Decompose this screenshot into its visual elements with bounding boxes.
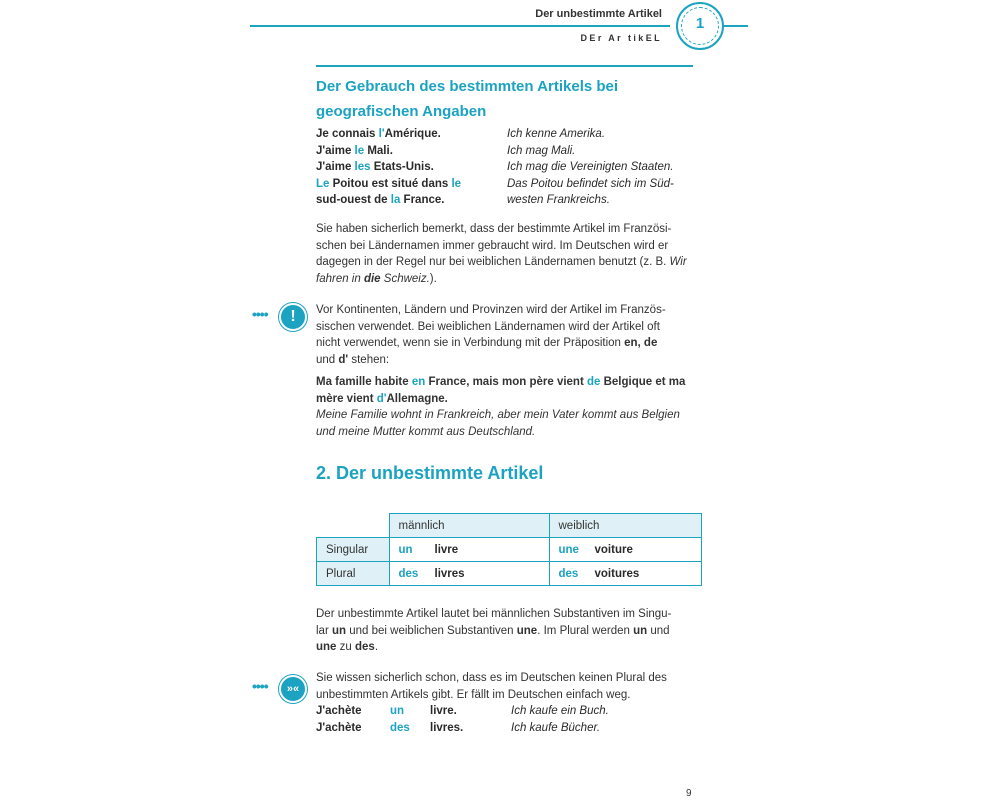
example-noun: livres.: [430, 721, 464, 734]
paragraph-line: sischen verwendet. Bei weiblichen Ländernamen wird der Artikel oft: [316, 320, 660, 333]
section-rule: [316, 65, 693, 67]
table-corner: [317, 514, 390, 538]
text-bold: un: [331, 624, 347, 637]
example-de: Ich kaufe ein Buch.: [511, 705, 609, 717]
paragraph-line: [316, 254, 696, 271]
example-de: Ich mag Mali.: [507, 144, 576, 157]
text-bold: des: [355, 641, 375, 653]
noun: livre: [434, 543, 459, 556]
example-de-line: Meine Familie wohnt in Frankreich, aber mein Vater kommt aus Belgien: [316, 409, 680, 421]
paragraph-line: [316, 335, 696, 352]
text: zu: [336, 641, 355, 653]
text: France, mais mon père vient: [425, 376, 587, 388]
example-fr-line: [316, 391, 696, 408]
paragraph-line: Vor Kontinenten, Ländern und Provinzen wird der Artikel im Französ-: [316, 304, 666, 316]
text: nicht verwendet, wenn sie in Verbindung mit der Präposition: [316, 337, 625, 349]
text: lar: [316, 624, 332, 637]
header-rule: [250, 25, 670, 27]
highlight: le: [354, 144, 365, 157]
paragraph-line: [316, 623, 696, 640]
running-title: Der unbestimmte Artikel: [535, 8, 662, 20]
table-header: männlich: [389, 514, 549, 538]
table-header: weiblich: [549, 514, 701, 538]
text-bold: d': [338, 353, 349, 366]
text: Mali.: [364, 144, 393, 157]
table-cell: [389, 562, 549, 586]
note-dots: ••••: [252, 306, 268, 322]
article: un: [398, 543, 413, 556]
table-row: [317, 538, 702, 562]
noun: voiture: [594, 543, 633, 556]
note-paragraph-2: [316, 670, 696, 703]
noun: voitures: [594, 567, 640, 580]
row-label: Plural: [317, 562, 390, 586]
highlight: l': [378, 128, 385, 140]
example-de: Ich mag die Vereinigten Staaten.: [507, 161, 674, 173]
article: une: [558, 543, 579, 556]
paragraph-line: [316, 352, 696, 369]
text: und: [647, 624, 670, 637]
table-header-row: [317, 514, 702, 538]
text: dagegen in der Regel nur bei weiblichen Ländernamen benutzt (z. B.: [316, 256, 670, 268]
text: ).: [429, 272, 437, 285]
paragraph-line: Der unbestimmte Artikel lautet bei männlichen Substantiven im Singu-: [316, 608, 672, 620]
text: Poitou est situé dans: [329, 177, 452, 190]
example-fr: [316, 143, 393, 160]
example-verb: J'achète: [316, 721, 362, 734]
page-number: 9: [686, 788, 692, 799]
example-fr: [316, 159, 434, 176]
table-cell: [549, 562, 701, 586]
text-bold: une: [516, 624, 538, 637]
text-bold: un: [633, 624, 648, 637]
example-fr: [316, 126, 441, 143]
section-title: Der Gebrauch des bestimmten Artikels bei geografischen Angaben: [316, 78, 619, 120]
example-de: Das Poitou befindet sich im Süd-: [507, 177, 674, 190]
highlight: les: [354, 161, 371, 173]
paragraph-line: [316, 639, 696, 656]
text: Je connais: [316, 128, 379, 140]
example-de-line: und meine Mutter kommt aus Deutschland.: [316, 425, 536, 438]
text-italic: Schweiz.: [380, 272, 430, 285]
text: sud-ouest de: [316, 194, 391, 206]
paragraph-line: Sie wissen sicherlich schon, dass es im Deutschen keinen Plural des: [316, 672, 667, 684]
exclamation-icon: !: [279, 303, 307, 331]
article-table: [316, 513, 702, 586]
example-de: westen Frankreichs.: [507, 194, 610, 206]
paragraph-line: Sie haben sicherlich bemerkt, dass der bestimmte Artikel im Französi-: [316, 223, 672, 235]
text: J'aime: [316, 144, 355, 157]
compare-icon: »«: [279, 675, 307, 703]
example-noun: livre.: [430, 705, 457, 717]
example-de: Ich kaufe Bücher.: [511, 721, 601, 734]
text: stehen:: [348, 353, 390, 366]
article: des: [398, 567, 419, 580]
text: J'aime: [316, 161, 355, 173]
text: Ma famille habite: [316, 376, 412, 388]
noun: livres: [434, 567, 465, 580]
paragraph-line: unbestimmten Artikels gibt. Er fällt im Deutschen einfach weg.: [316, 688, 631, 701]
highlight: la: [390, 194, 401, 206]
text: . Im Plural werden: [537, 624, 634, 637]
chapter-badge: [676, 2, 724, 50]
article: des: [558, 567, 579, 580]
text: und: [316, 353, 339, 366]
example-art: un: [390, 705, 405, 717]
example-fr: [316, 176, 461, 193]
section-heading: 2. Der unbestimmte Artikel: [316, 463, 544, 483]
example-fr: [316, 192, 444, 209]
text-italic: fahren in: [316, 272, 364, 285]
text: Etats-Unis.: [370, 161, 434, 173]
text-bold: die: [363, 272, 381, 285]
row-label: Singular: [317, 538, 390, 562]
text: Amérique.: [384, 128, 441, 140]
paragraph-line: schen bei Ländernamen immer gebraucht wird. Im Deutschen wird er: [316, 239, 669, 252]
text: und bei weiblichen Substantiven: [346, 624, 517, 637]
chapter-number: 1: [695, 15, 705, 32]
highlight: en: [411, 376, 426, 388]
note-dots: ••••: [252, 678, 268, 694]
text: mère vient: [316, 392, 377, 405]
highlight: Le: [316, 177, 330, 190]
text: .: [374, 641, 379, 653]
table-row: [317, 562, 702, 586]
paragraph-2: [316, 606, 696, 656]
text-bold: une: [316, 641, 337, 653]
example-de: Ich kenne Amerika.: [507, 128, 606, 140]
example-paragraph: [316, 374, 696, 440]
highlight: le: [451, 177, 462, 190]
table-cell: [389, 538, 549, 562]
example-art: des: [390, 721, 410, 734]
paragraph-line: [316, 271, 696, 288]
table-cell: [549, 538, 701, 562]
highlight: d': [376, 392, 387, 405]
highlight: de: [586, 376, 601, 388]
text-italic: Wir: [669, 256, 687, 268]
text-bold: en, de: [624, 337, 658, 349]
text: Allemagne.: [386, 392, 448, 405]
text: France.: [400, 194, 445, 206]
example-verb: J'achète: [316, 705, 362, 717]
paragraph-1: [316, 221, 696, 287]
note-paragraph: [316, 302, 696, 368]
text: Belgique et ma: [600, 376, 686, 388]
header-rule-right: [724, 25, 748, 27]
example-fr-line: [316, 374, 696, 391]
running-subtitle: DEr Ar tikEL: [580, 33, 662, 43]
